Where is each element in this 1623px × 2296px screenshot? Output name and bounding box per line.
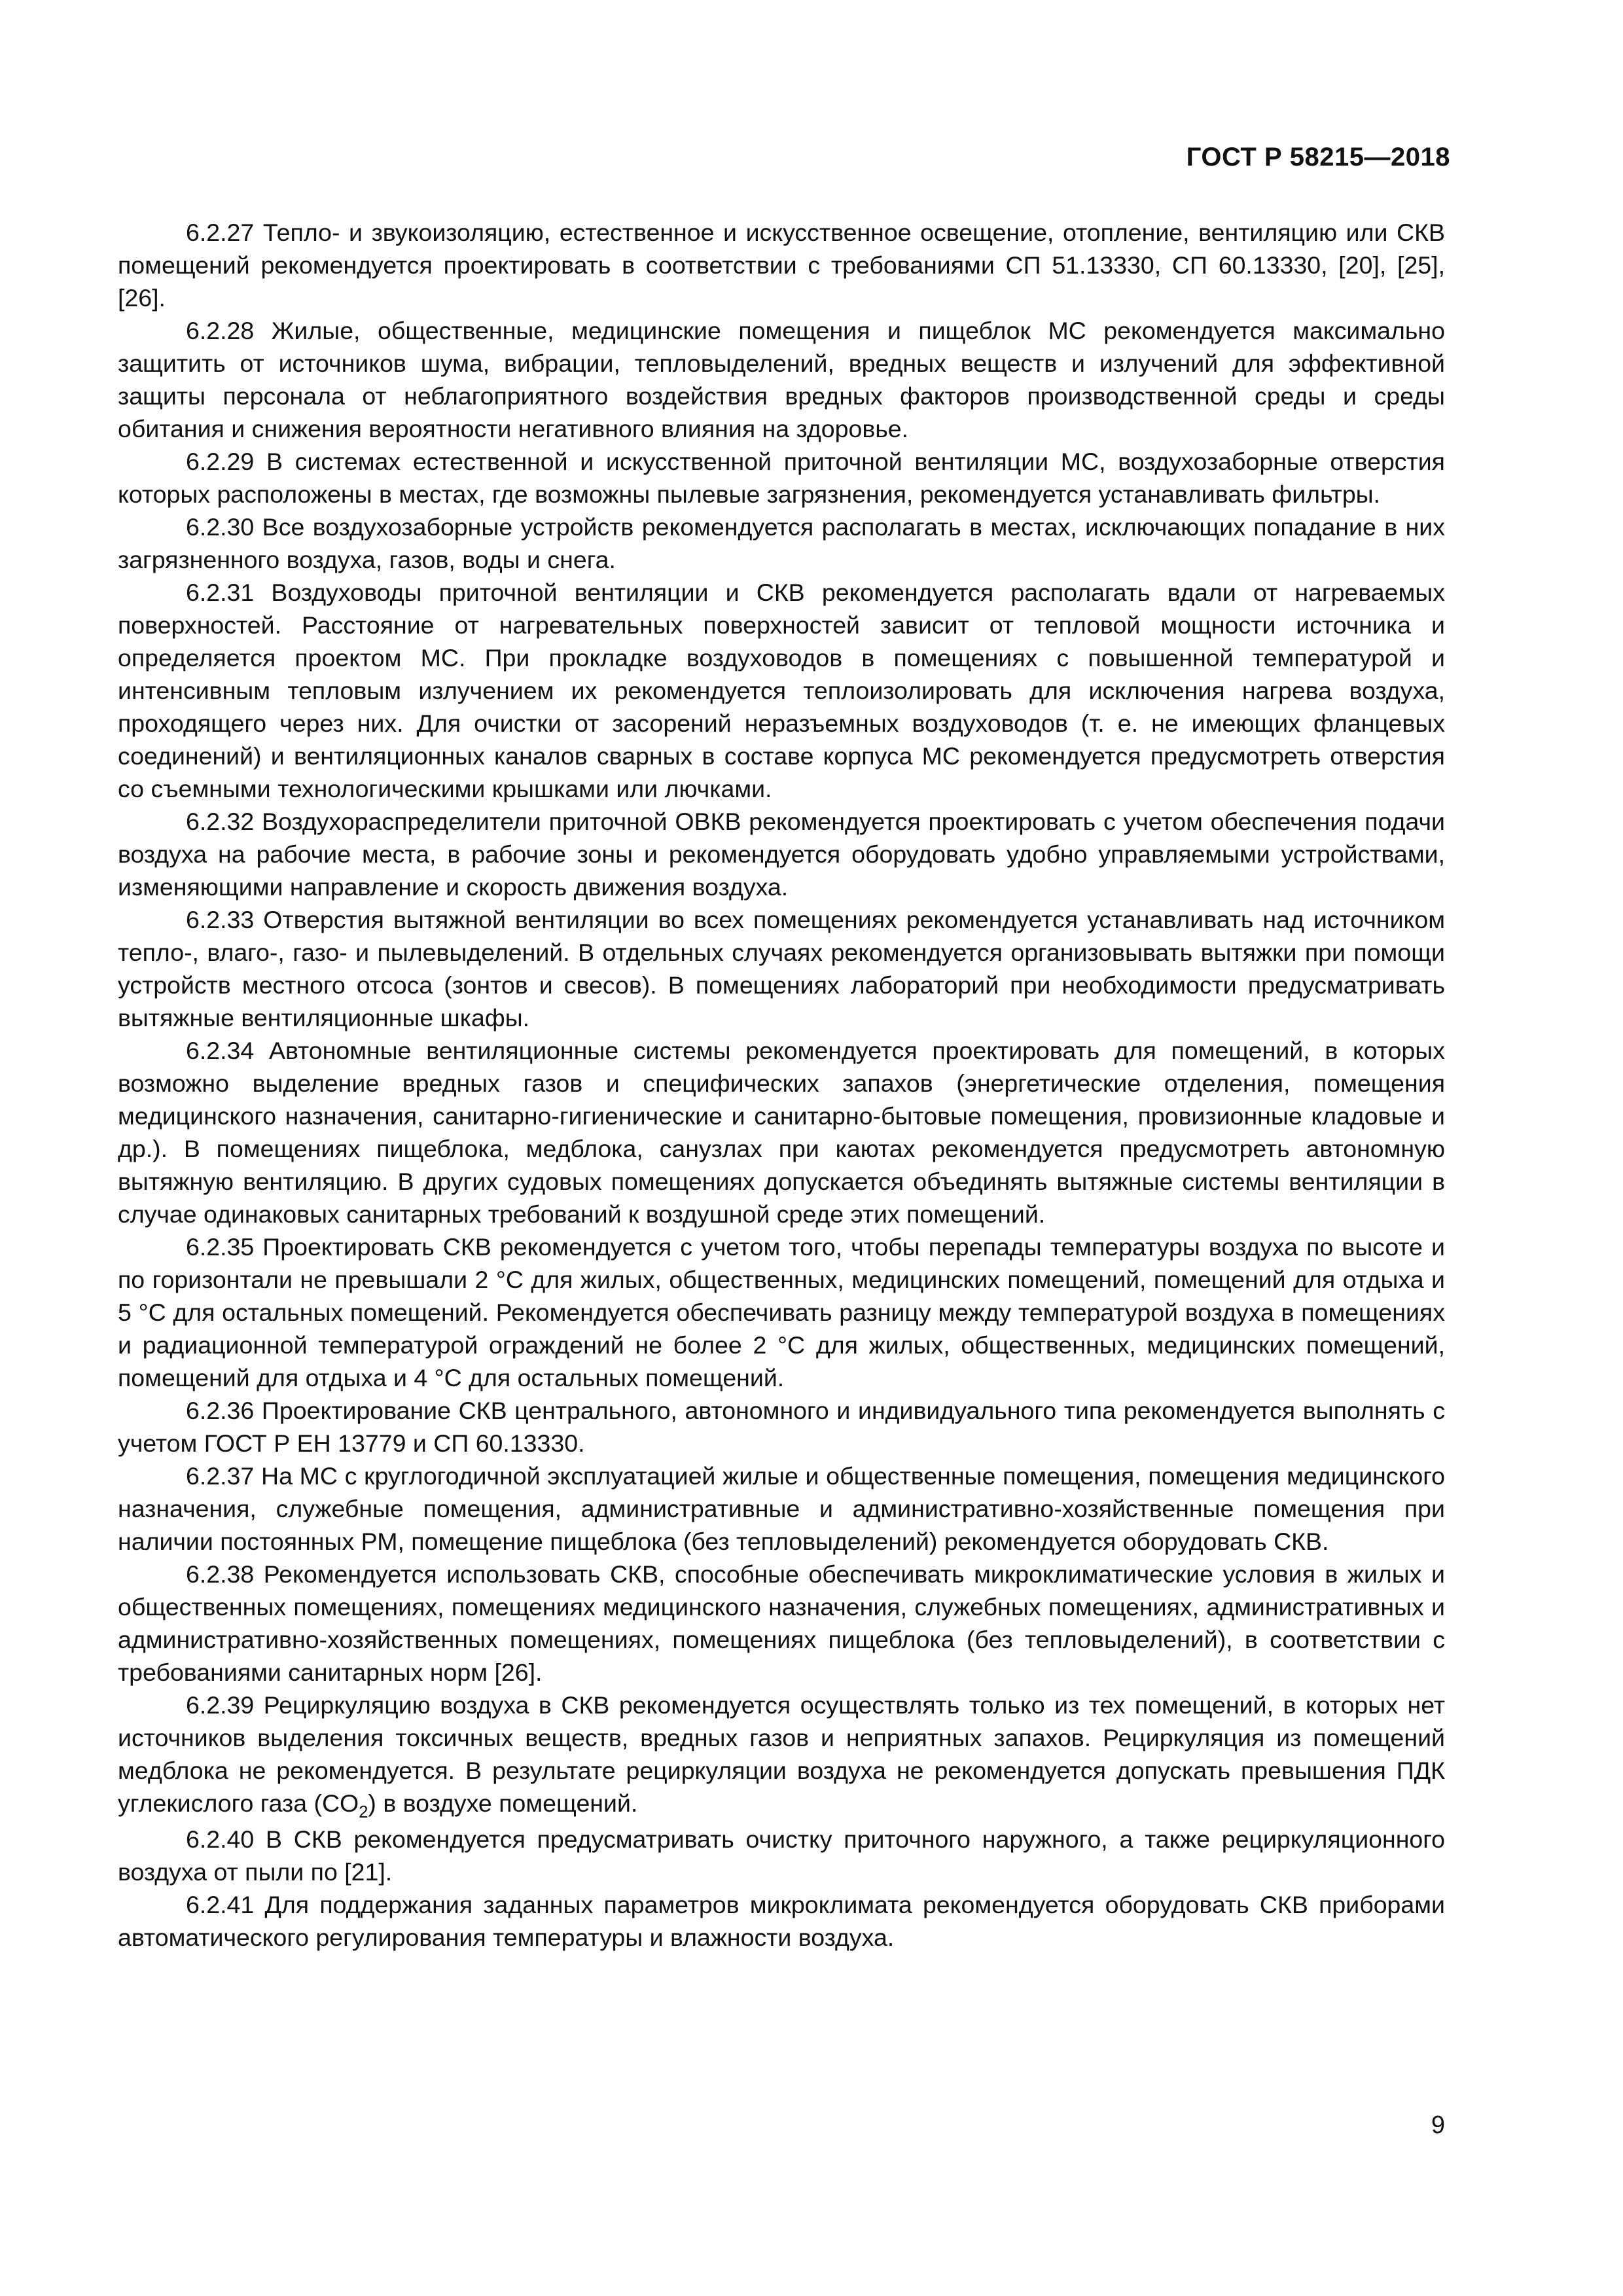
co2-subscript: 2 <box>359 1803 368 1821</box>
paragraph-6-2-27: 6.2.27 Тепло- и звукоизоляцию, естественное и искусственное освещение, отопление, вентиляцию или СКВ помещений рекомендуется проектировать в соответствии с требованиями СП 51.13330, СП 60.13330, [20], [25], [26]. <box>118 219 1445 312</box>
paragraph-6-2-39-text: 6.2.39 Рециркуляцию воздуха в СКВ рекомендуется осуществлять только из тех помещений, в которых нет источников выделения токсичных веществ, вредных газов и неприятных запахов. Рециркуляция из помещений медблока не рекомендуется. В результате рециркуляции воздуха не рекомендуется допускать превышения ПДК углекислого газа (CO <box>118 1691 1445 1817</box>
paragraph-6-2-38: 6.2.38 Рекомендуется использовать СКВ, способные обеспечивать микроклиматические условия в жилых и общественных помещениях, помещениях медицинского назначения, служебных помещениях, административных и административно-хозяйственных помещениях, помещениях пищеблока (без тепловыделений), в соответствии с требованиями санитарных норм [26]. <box>118 1560 1445 1686</box>
paragraph-6-2-36: 6.2.36 Проектирование СКВ центрального, автономного и индивидуального типа рекомендуется выполнять с учетом ГОСТ Р ЕН 13779 и СП 60.13330. <box>118 1397 1445 1457</box>
paragraph-6-2-39-tail: ) в воздухе помещений. <box>368 1789 638 1817</box>
paragraph-6-2-39 <box>118 1689 1445 1823</box>
document-body <box>118 216 1445 1954</box>
paragraph-6-2-32: 6.2.32 Воздухораспределители приточной ОВКВ рекомендуется проектировать с учетом обеспечения подачи воздуха на рабочие места, в рабочие зоны и рекомендуется оборудовать удобно управляемыми устройствами, изменяющими направление и скорость движения воздуха. <box>118 808 1445 901</box>
document-standard-id: ГОСТ Р 58215—2018 <box>1186 143 1450 171</box>
paragraph-6-2-34: 6.2.34 Автономные вентиляционные системы рекомендуется проектировать для помещений, в которых возможно выделение вредных газов и специфических запахов (энергетические отделения, помещения медицинского назначения, санитарно-гигиенические и санитарно-бытовые помещения, провизионные кладовые и др.). В помещениях пищеблока, медблока, санузлах при каютах рекомендуется предусмотреть автономную вытяжную вентиляцию. В других судовых помещениях допускается объединять вытяжные системы вентиляции в случае одинаковых санитарных требований к воздушной среде этих помещений. <box>118 1037 1445 1228</box>
paragraph-6-2-41: 6.2.41 Для поддержания заданных параметров микроклимата рекомендуется оборудовать СКВ приборами автоматического регулирования температуры и влажности воздуха. <box>118 1891 1445 1951</box>
paragraph-6-2-33: 6.2.33 Отверстия вытяжной вентиляции во всех помещениях рекомендуется устанавливать над источником тепло-, влаго-, газо- и пылевыделений. В отдельных случаях рекомендуется организовывать вытяжки при помощи устройств местного отсоса (зонтов и свесов). В помещениях лабораторий при необходимости предусматривать вытяжные вентиляционные шкафы. <box>118 906 1445 1031</box>
paragraph-6-2-28: 6.2.28 Жилые, общественные, медицинские помещения и пищеблок МС рекомендуется максимально защитить от источников шума, вибрации, тепловыделений, вредных веществ и излучений для эффективной защиты персонала от неблагоприятного воздействия вредных факторов производственной среды и среды обитания и снижения вероятности негативного влияния на здоровье. <box>118 317 1445 442</box>
paragraph-6-2-35: 6.2.35 Проектировать СКВ рекомендуется с учетом того, чтобы перепады температуры воздуха по высоте и по горизонтали не превышали 2 °С для жилых, общественных, медицинских помещений, помещений для отдыха и 5 °С для остальных помещений. Рекомендуется обеспечивать разницу между температурой воздуха в помещениях и радиационной температурой ограждений не более 2 °С для жилых, общественных, медицинских помещений, помещений для отдыха и 4 °С для остальных помещений. <box>118 1233 1445 1391</box>
paragraph-6-2-30: 6.2.30 Все воздухозаборные устройств рекомендуется располагать в местах, исключающих попадание в них загрязненного воздуха, газов, воды и снега. <box>118 513 1445 573</box>
paragraph-6-2-40: 6.2.40 В СКВ рекомендуется предусматривать очистку приточного наружного, а также рециркуляционного воздуха от пыли по [21]. <box>118 1825 1445 1886</box>
paragraph-6-2-31: 6.2.31 Воздуховоды приточной вентиляции и СКВ рекомендуется располагать вдали от нагреваемых поверхностей. Расстояние от нагревательных поверхностей зависит от тепловой мощности источника и определяется проектом МС. При прокладке воздуховодов в помещениях с повышенной температурой и интенсивным тепловым излучением их рекомендуется теплоизолировать для исключения нагрева воздуха, проходящего через них. Для очистки от засорений неразъемных воздуховодов (т. е. не имеющих фланцевых соединений) и вентиляционных каналов сварных в составе корпуса МС рекомендуется предусмотреть отверстия со съемными технологическими крышками или лючками. <box>118 579 1445 802</box>
paragraph-6-2-29: 6.2.29 В системах естественной и искусственной приточной вентиляции МС, воздухозаборные отверстия которых расположены в местах, где возможны пылевые загрязнения, рекомендуется устанавливать фильтры. <box>118 448 1445 508</box>
paragraph-6-2-37: 6.2.37 На МС с круглогодичной эксплуатацией жилые и общественные помещения, помещения медицинского назначения, служебные помещения, административные и административно-хозяйственные помещения при наличии постоянных РМ, помещение пищеблока (без тепловыделений) рекомендуется оборудовать СКВ. <box>118 1462 1445 1555</box>
page-number: 9 <box>1431 2111 1445 2139</box>
